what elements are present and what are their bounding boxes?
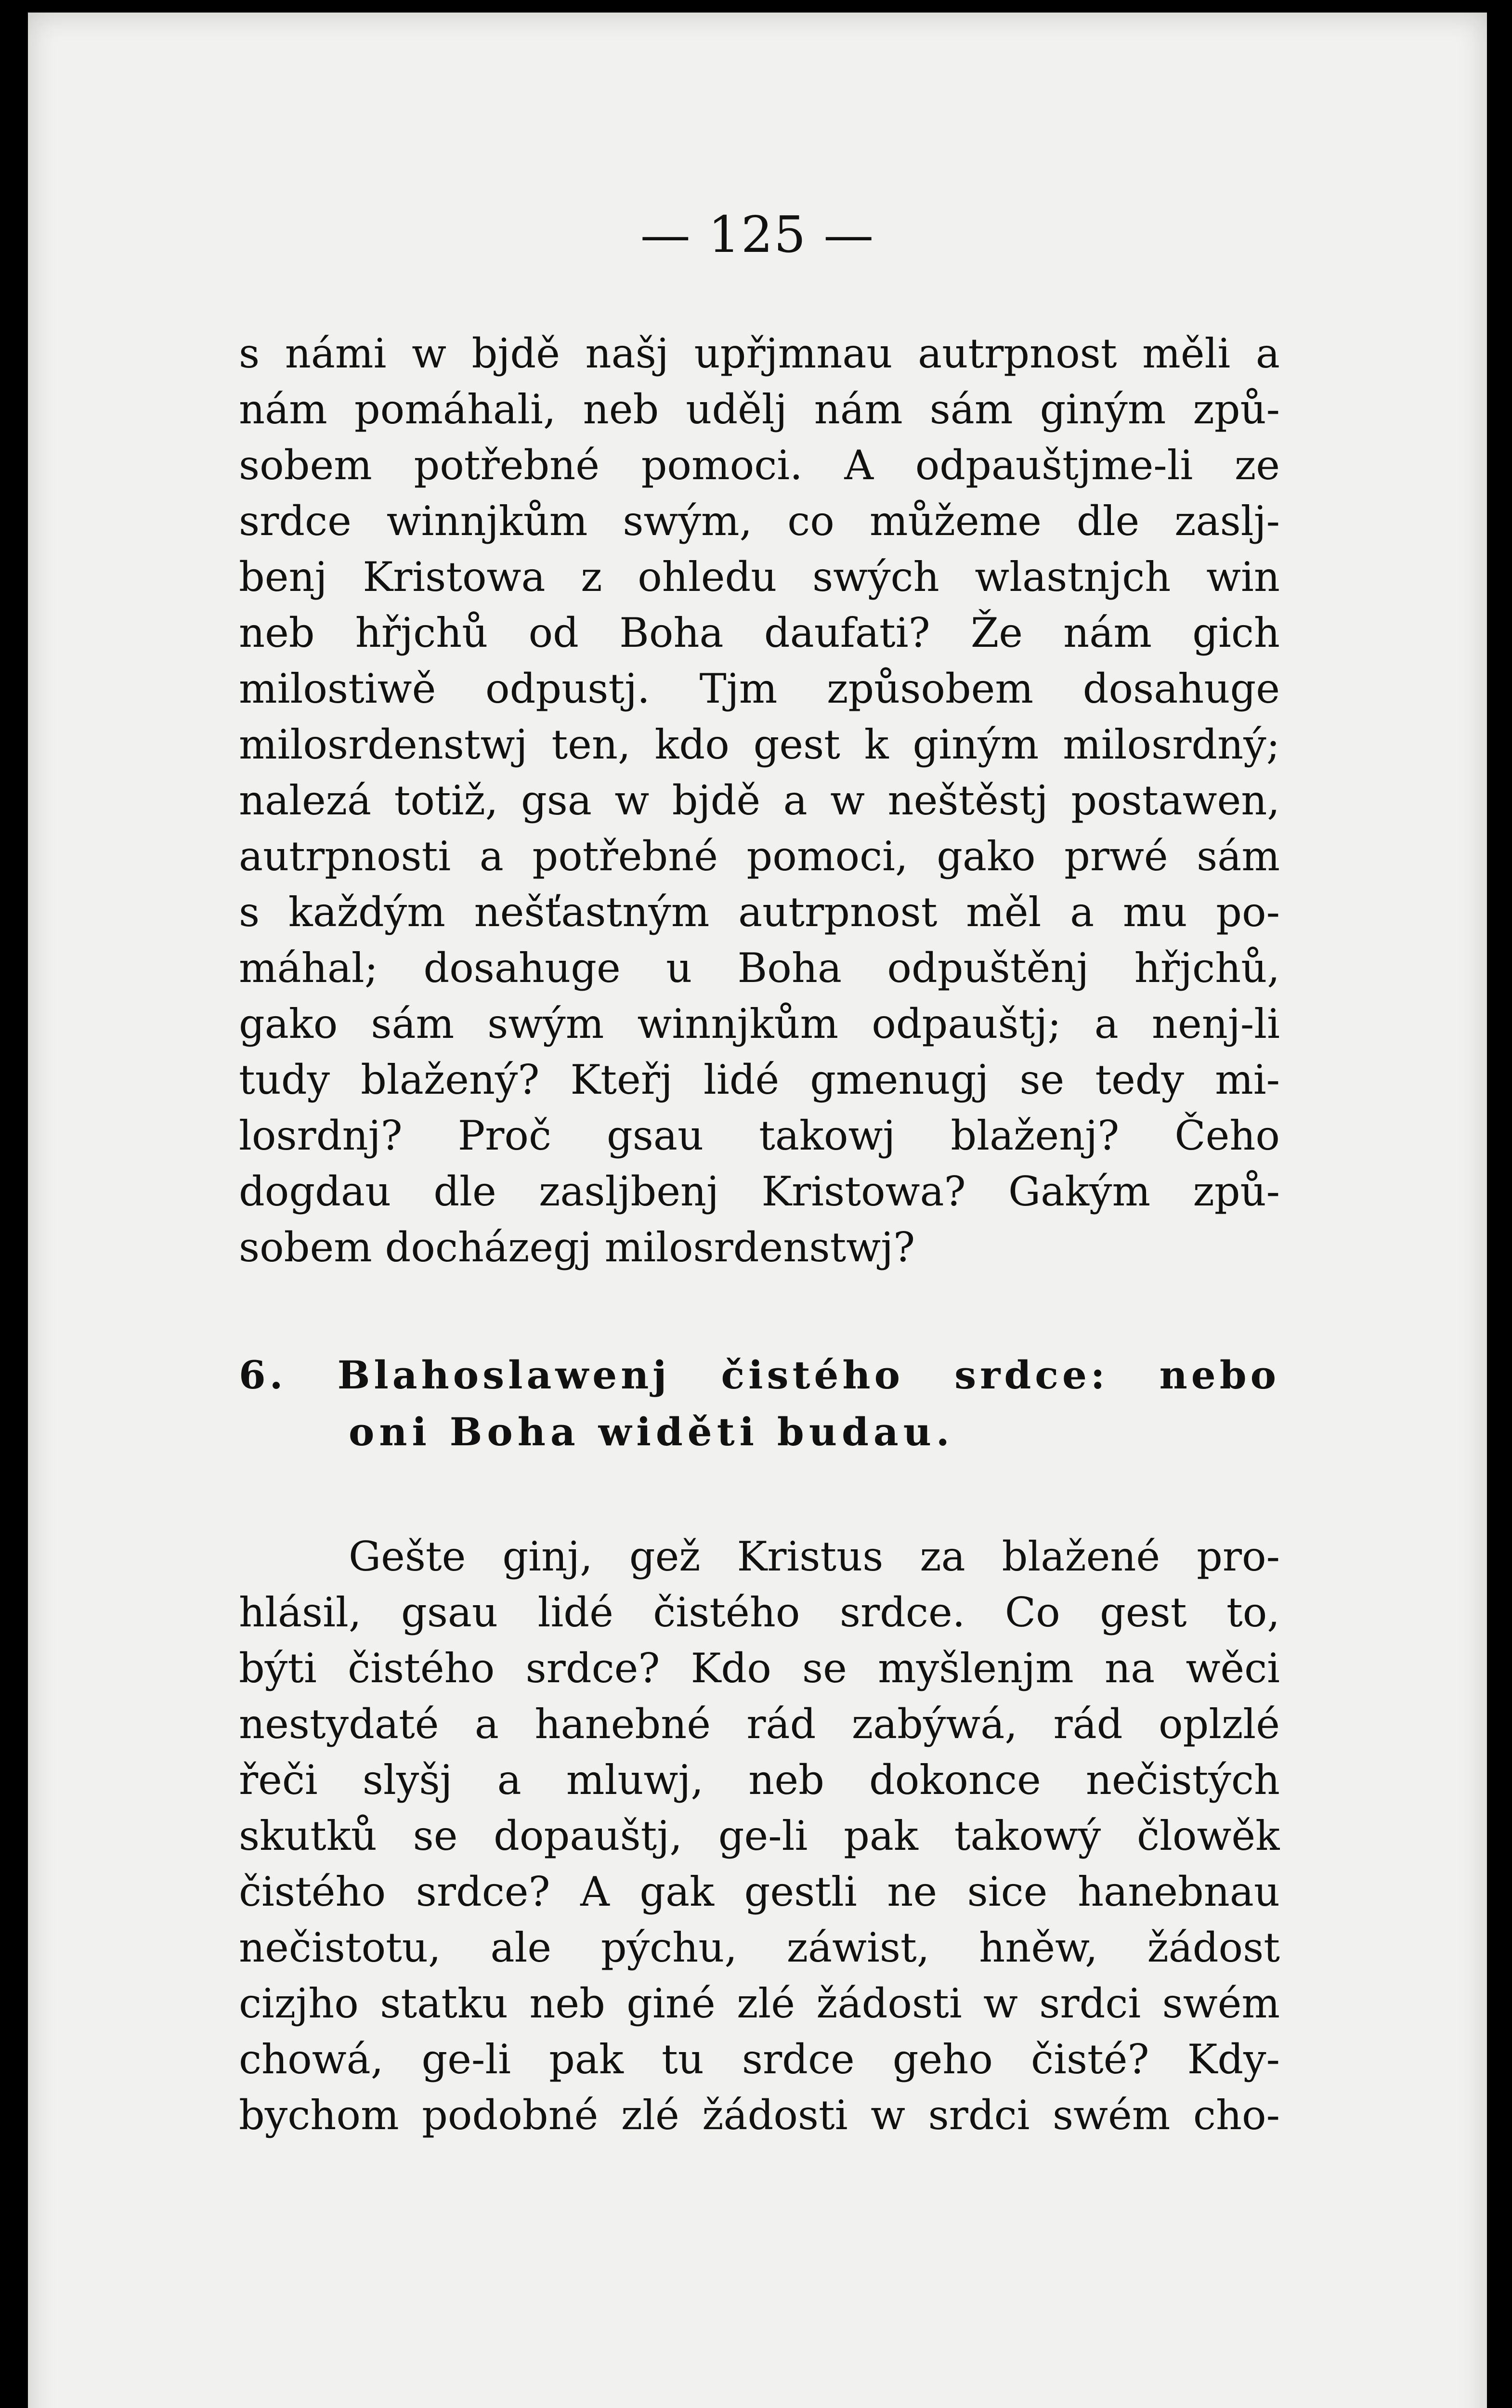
text-line: čistého srdce? A gak gestli ne sice hanebnau [239, 1868, 1280, 1915]
text-line: srdce winnjkům swým, co můžeme dle zaslj- [239, 497, 1280, 545]
text-line: nalezá totiž, gsa w bjdě a w neštěstj postawen, [239, 777, 1280, 824]
text-line: chowá, ge-li pak tu srdce geho čisté? Kdy- [239, 2036, 1280, 2083]
text-line: milosrdenstwj ten, kdo gest k giným milosrdný; [239, 721, 1280, 768]
text-line: býti čistého srdce? Kdo se myšlenjm na wěci [239, 1645, 1280, 1692]
text-line: milostiwě odpustj. Tjm způsobem dosahuge [239, 665, 1280, 712]
text-line: nečistotu, ale pýchu, záwist, hněw, žádost [239, 1924, 1280, 1971]
text-line: hlásil, gsau lidé čistého srdce. Co gest to, [239, 1589, 1280, 1636]
text-line: benj Kristowa z ohledu swých wlastnjch win [239, 553, 1280, 601]
heading-line: oni Boha widěti budau. [349, 1409, 954, 1454]
page-number: — 125 — [640, 205, 875, 264]
text-line: cizjho statku neb giné zlé žádosti w srdci swém [239, 1980, 1280, 2027]
text-line: losrdnj? Proč gsau takowj blaženj? Čeho [239, 1112, 1280, 1159]
text-line: sobem docházegj milosrdenstwj? [239, 1224, 915, 1271]
text-line: sobem potřebné pomoci. A odpauštjme-li ze [239, 442, 1280, 489]
text-line: řeči slyšj a mluwj, neb dokonce nečistých [239, 1756, 1280, 1804]
text-line: neb hřjchů od Boha daufati? Že nám gich [239, 609, 1280, 656]
text-line: nestydaté a hanebné rád zabýwá, rád oplzlé [239, 1701, 1280, 1748]
text-line: s každým nešťastným autrpnost měl a mu po- [239, 889, 1280, 936]
paragraph-1 [239, 326, 1280, 1275]
text-line: nám pomáhali, neb udělj nám sám giným způ- [239, 386, 1280, 433]
paragraph-2 [239, 1529, 1280, 2143]
text-line: Gešte ginj, gež Kristus za blažené pro- [349, 1533, 1280, 1580]
book-page [28, 13, 1487, 2408]
text-line: máhal; dosahuge u Boha odpuštěnj hřjchů, [239, 944, 1280, 992]
text-line: tudy blažený? Kteřj lidé gmenugj se tedy mi- [239, 1056, 1280, 1103]
text-line: dogdau dle zasljbenj Kristowa? Gakým způ- [239, 1168, 1280, 1215]
text-line: gako sám swým winnjkům odpauštj; a nenj-li [239, 1000, 1280, 1047]
beatitude-heading [239, 1347, 1280, 1460]
text-line: bychom podobné zlé žádosti w srdci swém cho- [239, 2092, 1280, 2139]
heading-line: 6. Blahoslawenj čistého srdce: nebo [239, 1352, 1280, 1398]
text-line: s námi w bjdě našj upřjmnau autrpnost měli a [239, 330, 1280, 377]
text-line: autrpnosti a potřebné pomoci, gako prwé sám [239, 833, 1280, 880]
text-line: skutků se dopauštj, ge-li pak takowý člowěk [239, 1812, 1280, 1859]
